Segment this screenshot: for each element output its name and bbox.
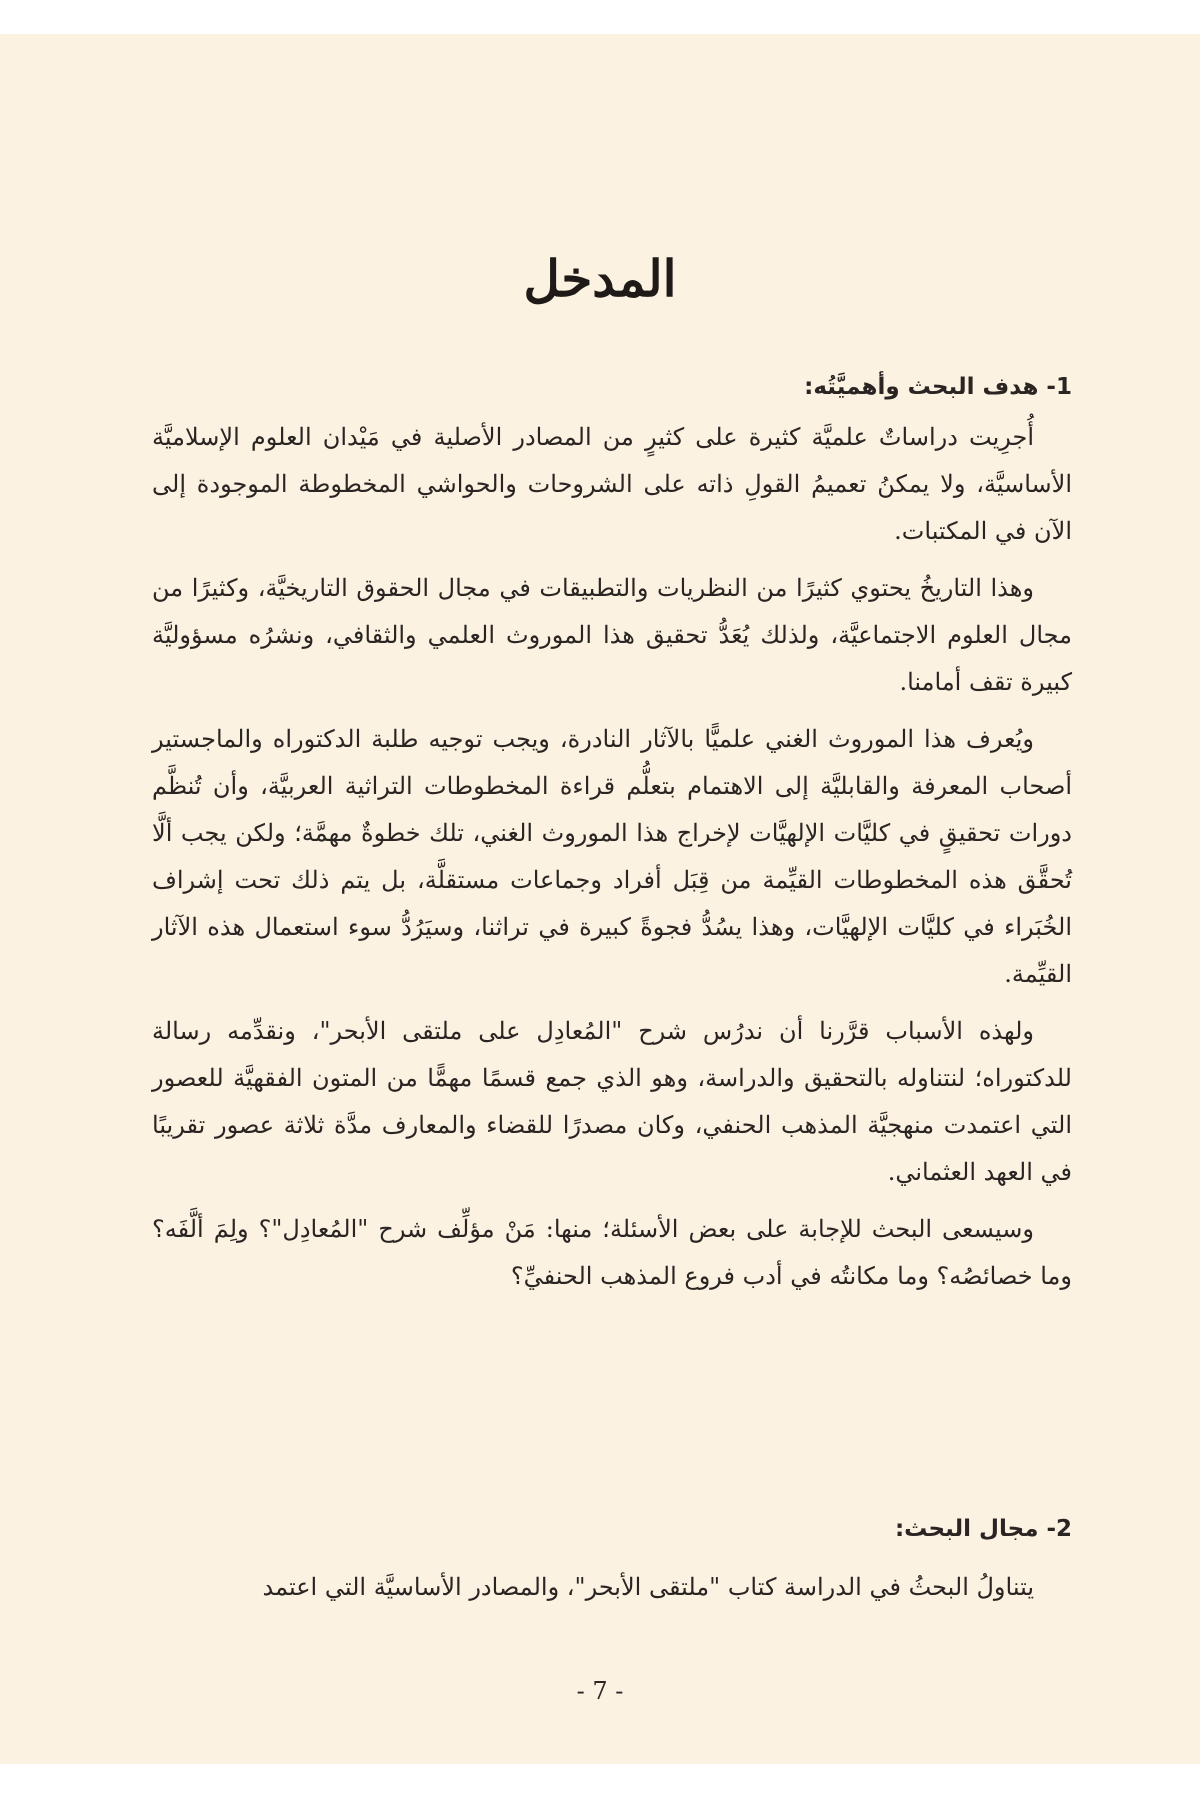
page-number: - 7 -	[576, 1677, 624, 1705]
chapter-title: المدخل	[523, 249, 677, 308]
paragraph-1: أُجرِيت دراساتٌ علميَّة كثيرة على كثيرٍ من المصادر الأصلية في مَيْدان العلوم الإسلاميَّة الأساسيَّة، ولا يمكنُ تعميمُ القولِ ذاته على الشروحات والحواشي المخطوطة الموجودة إلى الآن في المكتبات.	[152, 423, 1072, 545]
paragraph-2: وهذا التاريخُ يحتوي كثيرًا من النظريات والتطبيقات في مجال الحقوق التاريخيَّة، وكثيرًا من مجال العلوم الاجتماعيَّة، ولذلك يُعَدُّ تحقيق هذا الموروث العلمي والثقافي، ونشرُه مسؤوليَّة كبيرة تقف أمامنا.	[152, 574, 1072, 696]
section-2-body	[152, 1564, 1072, 1611]
paragraph-4: ولهذه الأسباب قرَّرنا أن ندرُس شرح "المُعادِل على ملتقى الأبحر"، ونقدِّمه رسالة للدكتوراه؛ لنتناوله بالتحقيق والدراسة، وهو الذي جمع قسمًا مهمًّا من المتون الفقهيَّة للعصور التي اعتمدت منهجيَّة المذهب الحنفي، وكان مصدرًا للقضاء والمعارف مدَّة ثلاثة عصور تقريبًا في العهد العثماني.	[152, 1017, 1072, 1186]
paragraph-6: يتناولُ البحثُ في الدراسة كتاب "ملتقى الأبحر"، والمصادر الأساسيَّة التي اعتمد	[262, 1573, 1034, 1601]
section-heading-1: 1- هدف البحث وأهميَّتُه:	[804, 374, 1072, 400]
paragraph-5: وسيسعى البحث للإجابة على بعض الأسئلة؛ منها: مَنْ مؤلِّف شرح "المُعادِل"؟ ولِمَ ألَّفَه؟ وما خصائصُه؟ وما مكانتُه في أدب فروع المذهب الحنفيِّ؟	[152, 1215, 1072, 1290]
section-1-body	[152, 414, 1072, 1300]
section-heading-2: 2- مجال البحث:	[894, 1516, 1072, 1542]
paragraph-3: ويُعرف هذا الموروث الغني علميًّا بالآثار النادرة، ويجب توجيه طلبة الدكتوراه والماجستير أصحاب المعرفة والقابليَّة إلى الاهتمام بتعلُّم قراءة المخطوطات التراثية العربيَّة، وأن تُنظَّم دورات تحقيقٍ في كليَّات الإلهيَّات لإخراج هذا الموروث الغني، تلك خطوةٌ مهمَّة؛ ولكن يجب ألَّا تُحقَّق هذه المخطوطات القيِّمة من قِبَل أفراد وجماعات مستقلَّة، بل يتم ذلك تحت إشراف الخُبَراء في كليَّات الإلهيَّات، وهذا يسُدُّ فجوةً كبيرة في تراثنا، وسيَرُدُّ سوء استعمال هذه الآثار القيِّمة.	[152, 725, 1072, 988]
book-page	[0, 34, 1200, 1764]
